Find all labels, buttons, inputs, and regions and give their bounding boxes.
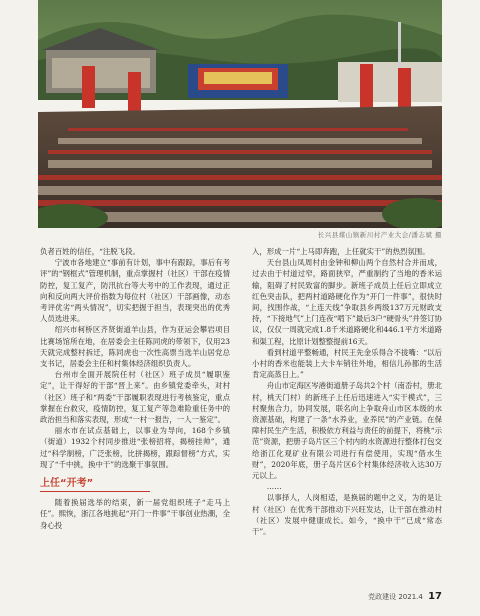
paragraph: 台州市全面开展院任村（社区）班子成员“履职鉴定”，让干得好的干部“晋上来”。由乡镇党委牵头，对村（社区）班子和“两委”干部履职表现进行考核鉴定，重点掌握在台救灾，疫情防控，复工复产等急难险重任务中的政治担当和落实表现，形成“一村一报告，一人一鉴定”。 xyxy=(40,370,230,425)
paragraph: 丽水市在试点基础上，以事业为导向，168个乡镇（街道）1932个村同步推进“张榜招将，揭榜挂帅”，通过“科学制榜，广泛张榜，比拼揭榜，跟踪督榜”方式，实现了“千中挑，换中干”的选聚干事氛围。 xyxy=(40,426,230,469)
paragraph: 宁波市各地建立“事前有计划，事中有跟踪，事后有考评”的“钢框式”管理机制，重点掌握村（社区）干部在疫情防控，复工复产，防汛抗台等大考中的工作表现，通过正向和反向两大评价指数为每位村（社区）干部画像，动态考评优劣“两头情况”，切实把握于担当，表现突出的优秀人员选进来。 xyxy=(40,258,230,324)
photo-caption: 长兴县煤山镇新川村产业大会/潘志斌 摄 xyxy=(317,231,442,239)
magazine-name: 党政建设 xyxy=(368,593,397,601)
paragraph: 负者百姓的信任，“注脱飞段。 xyxy=(40,247,140,256)
ellipsis: …… xyxy=(266,482,282,492)
paragraph: 舟山市定海区岑港街道册子岛共2个村（南岙村，册北村，桃天门村）的新班子上任后迅速进入“实干模式”，三村聚焦合力，协同发展，联名向上争取舟山市区本级的水资源基础，构建了一条“水养业，业养民”的产业链。在保障村民生产生活，积极依方利益与责任的前提下，将桃“示范”资源，把册子岛片区三个村内的水资源进行整体打包交给浙江化观矿业有限公司进行有偿使用，实现“借水生财”，2020年底，册子岛片区6个村集体经济收入达30万元以上。 xyxy=(252,381,442,481)
paragraph: 随着换届选举的结束，新一届党组织班子“走马上任”。熙恢，浙江各地挑起“开门一件事”干事创业热潮，全身心投 xyxy=(40,498,230,530)
paragraph: 天台县山凤周村由金钟和柳山两个自然村合并而成，过去由于村道过窄，路面狭窄，严重制约了当地的香米运输，阻碍了村民致富的脚步。新班子成员上任后立即成立红色突击队，把两村道路硬化作为“开门一件事”，很快时间，找围作战，“上连天线”争取县乡两级137万元财政支持，“下接地气”上门连夜“啃下”最后3户“硬骨头”并签订协议，仅仅一周就完成1.8千米道路硬化和446.1平方米道路和渠工程，比原计划整整提前16天。 xyxy=(252,258,442,346)
page-footer xyxy=(368,591,442,602)
left-column xyxy=(40,246,230,531)
paragraph: 入，形成一片“上马即奔跑，上任就实干”的热烈氛围。 xyxy=(252,247,430,256)
issue-number: 2021.4 xyxy=(398,593,423,601)
paragraph: 看到村道平整畅通，村民王先金乐得合不拢嘴：“以后小村的香米也能装上大卡车销往外地，相信儿孙都的生活肯定高蒸日上。” xyxy=(252,347,442,380)
conference-photo xyxy=(38,0,442,228)
right-column xyxy=(252,246,442,537)
page-number: 17 xyxy=(428,591,442,602)
section-heading: 上任“开考” xyxy=(40,478,150,492)
paragraph: 以事择人，人岗相适，是换届的题中之义，为的是让村（社区）在优秀干部推动下兴旺发达，让干部在推动村（社区）发展中健康成长。如今，“换中干”已成“常态干”。 xyxy=(252,493,442,537)
paragraph: 绍兴市柯桥区齐贤街道羊山县，作为亚运会攀岩项目比赛场馆所在地，在居委会主任陈同虎的带领下，仅用23天就完成整村拆迁，陈同虎也一次性高票当选羊山居党总支书记，居委会主任和村集体经济组织负责人。 xyxy=(40,325,230,369)
